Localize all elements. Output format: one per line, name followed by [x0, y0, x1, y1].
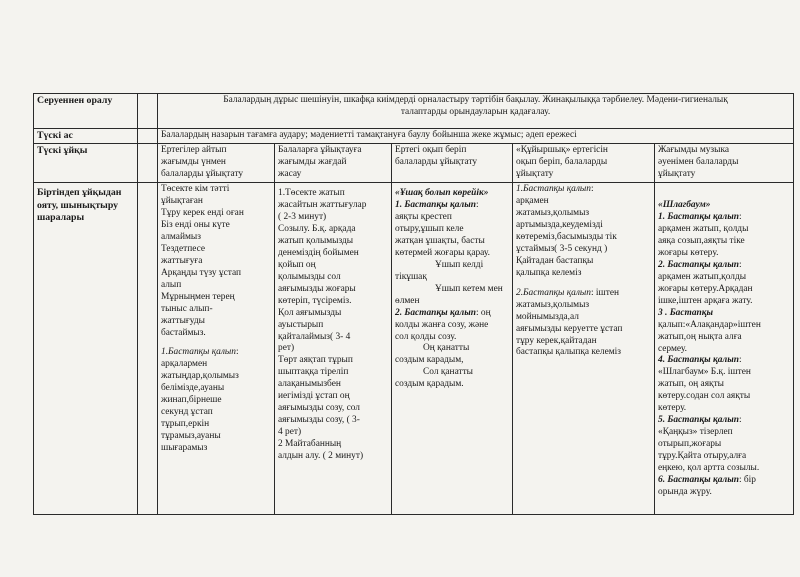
exercise-col-thu [513, 183, 655, 515]
text-line: Тұру керек енді оған [161, 208, 244, 219]
text-line: Қол аяғымызды [278, 307, 342, 318]
text-line: қолымызды сол [278, 271, 341, 282]
text-line: ұйықтату [658, 169, 696, 180]
text-line: белімізде,ауаны [161, 383, 225, 394]
verse-line: Ұшып кетем мен [435, 283, 503, 294]
text-line: аяғымызды жоғары [278, 283, 356, 294]
text-line: Балалардың дұрыс шешінуін, шкафқа киімдерді орналастыру тәртібін бақылау. Жинақылыққа тәрбиелеу. Мәдени-гигиеналық [223, 95, 728, 105]
text-line: балаларды ұйықтату [395, 157, 478, 168]
text-line: иегімізді ұстап оң [278, 391, 350, 402]
text-line: тұрып,еркін [161, 419, 210, 430]
text-line: шыптаққа тіреліп [278, 367, 349, 378]
step-label: 4. Бастапқы қалып [658, 355, 739, 366]
text-line: рет) [278, 343, 295, 354]
text-line: секунд ұстап [161, 407, 213, 418]
step-label: 1. Бастапқы қалып [395, 200, 476, 211]
text-line: Арқаңды түзу ұстап [161, 267, 242, 278]
nap-col-fri [655, 144, 794, 183]
daily-plan-table [33, 93, 794, 515]
text-line: жатып, оң аяқты [658, 379, 724, 390]
text-line: аяғымызды созу, сол [278, 403, 360, 414]
verse-line: тікұшақ [395, 271, 427, 282]
text-line: денеміздің бойымен [278, 247, 359, 258]
text-line: 2 Майтабанның [278, 438, 342, 449]
walk-return-row [34, 94, 794, 129]
step-heading: 1.Бастапқы қалып: [161, 347, 239, 358]
text-line: аяғымызды созу, ( 3- [278, 415, 360, 426]
text-line: аяқа созып,аяқты тіке [658, 236, 745, 247]
text-line: ұстаймыз( 3-5 секунд ) [516, 243, 608, 254]
walk-return-label: Серуеннен оралу [34, 94, 138, 129]
nap-col-wed [392, 144, 513, 183]
text-line: жатамыз,қолымыз [516, 208, 590, 219]
text-line: ішке,іштен арқаға жату. [658, 295, 753, 306]
step-heading: 2. Бастапқы қалып: [658, 259, 742, 270]
text-line: алмаймыз [161, 232, 201, 242]
text-line: Біртіндеп ұйқыдан [37, 187, 122, 199]
text-line: Төсекте кім тәтті [161, 184, 230, 195]
text-line: отыру,ұшып келе [395, 224, 464, 235]
exercise-title: «Шлагбаум» [658, 200, 711, 211]
exercise-title: «Ұшақ болып көрейік» [395, 188, 489, 199]
text-line: Біз енді оны күте [161, 220, 230, 231]
nap-row [34, 144, 794, 183]
text-line: талаптарды орындауларын қадағалау. [400, 106, 551, 117]
text-line: Жағымды музыка [658, 145, 730, 156]
text-line: жағымды үнмен [161, 157, 226, 168]
lunch-label: Түскі ас [34, 129, 138, 144]
text-line: жасайтын жаттығулар [278, 200, 367, 211]
step-label: 2. Бастапқы қалып [658, 259, 739, 270]
text-line: бастаймыз. [161, 327, 206, 338]
text-line: тұрамыз,ауаны [161, 431, 221, 441]
text-line: көтеру.содан сол аяқты [658, 391, 751, 402]
nap-col-mon [158, 144, 275, 183]
text-line: тыныс алып- [161, 303, 213, 314]
step-heading: 2. Бастапқы қалып: оң [395, 307, 491, 318]
verse-line: Сол қанатты [423, 367, 473, 378]
text-line: арқалармен [161, 359, 208, 370]
exercise-row [34, 183, 794, 515]
walk-return-text [158, 94, 794, 129]
text-line: сермеу. [658, 343, 687, 354]
step-heading: 2.Бастапқы қалып: іштен [516, 287, 620, 298]
text-line: жаттығуға [161, 255, 203, 266]
verse-line: Ұшып келді [435, 259, 484, 270]
step-label: 2. Бастапқы қалып [395, 307, 476, 318]
step-label: 1.Бастапқы қалып [161, 347, 236, 358]
text-line: ұйықтаған [161, 196, 203, 207]
text-line: Ертегі оқып беріп [395, 145, 467, 156]
text-line: Балаларға ұйықтауға [278, 145, 362, 156]
text-line: жоғары көтеру.Арқадан [658, 283, 753, 294]
step-heading: 1. Бастапқы қалып: [395, 200, 479, 211]
exercise-col-tue [275, 183, 392, 515]
blank-cell [138, 144, 158, 183]
exercise-label [34, 183, 138, 515]
text-line: Төрт аяқтап тұрып [278, 355, 353, 366]
text-line: жатып,оң нықта алға [658, 331, 742, 342]
text-line: жатамыз,қолымыз [516, 299, 590, 310]
text-line: жатыңдар,қолымыз [161, 371, 239, 382]
text-line: жасау [278, 169, 302, 180]
text-line: ұйықтату [516, 169, 554, 180]
text-line: көтеріп, түсіреміз. [278, 295, 352, 306]
text-line: әуенімен балаларды [658, 157, 739, 168]
text-line: оқып беріп, балаларды [516, 157, 608, 168]
text-line: артымызда,кеудемізді [516, 220, 603, 231]
step-heading: 6. Бастапқы қалып: бір [658, 474, 756, 485]
step-heading: 5. Бастапқы қалып: [658, 415, 742, 426]
text-line: арқамен жатып, қолды [658, 224, 749, 235]
text-fragment: бір [743, 474, 756, 485]
step-label: 3 . Бастапқы [658, 307, 713, 318]
text-line: Тездетпесе [161, 243, 206, 254]
text-line: арқамен [516, 196, 549, 207]
step-heading: 1. Бастапқы қалып: [658, 212, 742, 223]
nap-col-thu [513, 144, 655, 183]
text-line: жинап,бірнеше [161, 395, 222, 406]
text-line: еңкею, қол артта созылы. [658, 462, 760, 473]
text-line: бастапқы қалыпқа келеміз [516, 347, 621, 358]
text-line: көтереміз,басымызды тік [516, 232, 617, 242]
text-line: жатып қолымызды [278, 236, 354, 246]
text-line: «Шлагбаум» Б.қ. іштен [658, 367, 751, 378]
text-line: колды жанға созу, және [395, 319, 489, 330]
text-line: Созылу. Б.қ. арқада [278, 224, 356, 235]
text-line: орында жүру. [658, 486, 712, 497]
text-line: Ертегілер айтып [161, 145, 227, 156]
text-line: жағымды жағдай [278, 157, 347, 168]
text-line: ояту, шынықтыру [37, 199, 119, 211]
verse-line: создым карадым, [395, 355, 464, 366]
step-label: 5. Бастапқы қалып [658, 415, 739, 426]
text-line: «Қаңқыз» тізерлеп [658, 427, 733, 438]
step-label: 2.Бастапқы қалып [516, 287, 591, 298]
text-line: отырып,жоғары [658, 439, 722, 449]
text-line: көтеру. [658, 403, 687, 414]
text-line: ауыстырып [278, 319, 324, 330]
verse-line: өлмен [395, 295, 420, 306]
text-line: Қайтадан бастапқы [516, 255, 594, 266]
step-heading: 4. Бастапқы қалып: [658, 355, 742, 366]
text-line: сол қолды созу. [395, 331, 457, 342]
verse-line: Оң қанатты [423, 343, 470, 354]
blank-cell [138, 183, 158, 515]
step-heading: 1.Бастапқы қалып: [516, 184, 594, 195]
blank-cell [138, 94, 158, 129]
text-line: 1.Төсекте жатып [278, 188, 345, 199]
exercise-col-fri [655, 183, 794, 515]
lunch-text: Балалардың назарын тағамға аудару; мәдениетті тамақтануға баулу бойынша жеке жұмыс; әдеп ережесі [158, 129, 794, 144]
text-line: қойып оң [278, 259, 316, 270]
text-line: «Құйыршық» ертегісін [516, 145, 608, 156]
step-label: 1. Бастапқы қалып [658, 212, 739, 223]
text-line: 4 рет) [278, 427, 302, 437]
text-line: балаларды ұйықтату [161, 169, 244, 180]
text-line: шығарамыз [161, 442, 208, 453]
blank-cell [138, 129, 158, 144]
text-line: мойнымызда,ал [516, 311, 579, 322]
exercise-col-wed [392, 183, 513, 515]
text-line: тұру керек,қайтадан [516, 335, 597, 346]
text-line: Мұрныңмен терең [161, 291, 235, 302]
nap-label: Түскі ұйқы [34, 144, 138, 183]
text-line: аяқты қрестеп [395, 212, 452, 223]
verse-line: создым қарадым. [395, 379, 464, 390]
text-line: алып [161, 279, 182, 290]
text-line: қайталаймыз( 3- 4 [278, 331, 351, 342]
text-line: аяғымызды керуетте ұстап [516, 323, 623, 334]
text-line: жатқан ұшақты, басты [395, 236, 485, 246]
lunch-row [34, 129, 794, 144]
exercise-col-mon [158, 183, 275, 515]
text-line: жаттығуды [161, 315, 205, 326]
text-line: ( 2-3 минут) [278, 212, 327, 223]
text-line: қалып:«Алақандар»іштен [658, 319, 761, 330]
text-line: көтермей жоғары қарау. [395, 247, 490, 258]
text-line: арқамен жатып,қолды [658, 271, 747, 282]
text-line: шаралары [37, 212, 85, 224]
step-label: 6. Бастапқы қалып [658, 474, 739, 485]
text-line: жоғары көтеру. [658, 248, 719, 258]
text-line: тұру.Қайта отыру,алға [658, 450, 747, 461]
nap-col-tue [275, 144, 392, 183]
text-line: алдын алу. ( 2 минут) [278, 450, 364, 461]
text-line: алақанымызбен [278, 379, 341, 390]
step-label: 1.Бастапқы қалып [516, 184, 591, 195]
text-line: қалыпқа келеміз [516, 267, 582, 278]
